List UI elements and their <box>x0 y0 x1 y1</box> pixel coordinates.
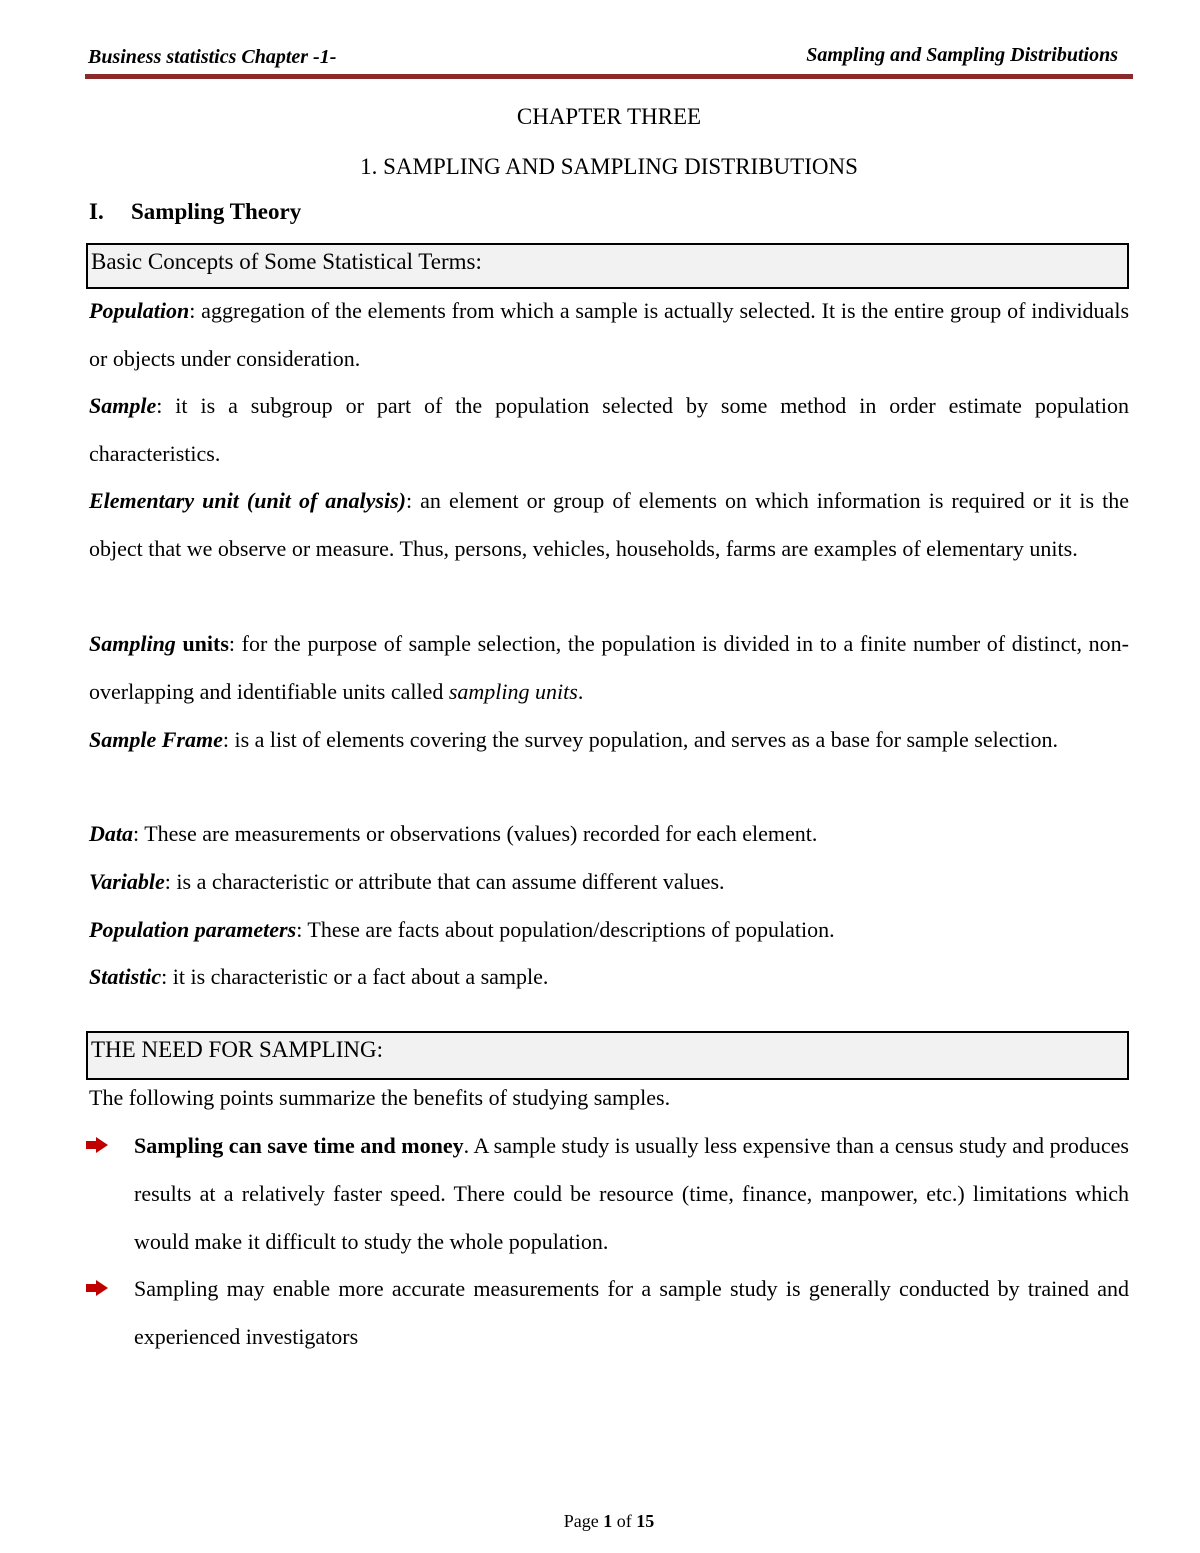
definition-text: : it is characteristic or a fact about a sample. <box>161 964 549 989</box>
definition-text: : is a list of elements covering the survey population, and serves as a base for sample selection. <box>222 727 1058 752</box>
definition-variable <box>89 858 1129 906</box>
concepts-box-label: Basic Concepts of Some Statistical Terms: <box>91 249 482 274</box>
footer-mid: of <box>612 1511 637 1531</box>
section-title: Sampling Theory <box>131 199 302 224</box>
definition-italic-phrase: sampling units <box>448 678 578 704</box>
definition-text: : for the purpose of sample selection, the population is divided in to a finite number of distinct, non-overlapping and identifiable units called <box>89 631 1129 704</box>
definition-statistic <box>89 953 1129 1001</box>
bullet-bold-lead: Sampling can save time and money <box>134 1133 464 1158</box>
header-right: Sampling and Sampling Distributions <box>806 44 1118 66</box>
concepts-box-heading <box>86 243 1129 289</box>
definition-population-parameters <box>89 906 1129 954</box>
footer-prefix: Page <box>563 1511 604 1531</box>
definition-sampling-units <box>89 620 1129 715</box>
arrow-shape <box>86 1280 108 1296</box>
section-number: I. <box>89 199 104 224</box>
definition-population <box>89 287 1129 382</box>
footer-total-pages: 15 <box>636 1511 655 1531</box>
definition-text: : is a characteristic or attribute that can assume different values. <box>164 869 725 894</box>
red-arrow-bullet-icon <box>86 1280 108 1296</box>
definition-term: Variable <box>89 869 165 894</box>
definition-term: Sample <box>89 393 157 418</box>
definition-term: Sample Frame <box>89 727 223 752</box>
bullet-item <box>134 1122 1129 1266</box>
definition-term: Sampling <box>89 631 176 656</box>
definition-tail: . <box>577 678 584 704</box>
bullet-item <box>134 1265 1129 1361</box>
need-for-sampling-label: THE NEED FOR SAMPLING: <box>91 1037 383 1062</box>
definition-text: : These are measurements or observations (values) recorded for each element. <box>133 821 818 846</box>
bullet-text: Sampling may enable more accurate measurements for a sample study is generally conducted by trained and experienced investigators <box>134 1276 1129 1349</box>
definition-term-suffix: units <box>175 631 229 656</box>
chapter-subtitle: 1. SAMPLING AND SAMPLING DISTRIBUTIONS <box>360 154 858 179</box>
definition-term: Data <box>89 821 133 846</box>
definition-text: : aggregation of the elements from which a sample is actually selected. It is the entire group of individuals or objects under consideration. <box>89 298 1129 371</box>
red-arrow-bullet-icon <box>86 1137 108 1153</box>
chapter-title: CHAPTER THREE <box>516 104 702 129</box>
definition-text: : These are facts about population/descriptions of population. <box>296 917 835 942</box>
header-rule <box>85 74 1133 79</box>
definition-term: Population parameters <box>89 917 297 942</box>
bullet-text: . A sample study is usually less expensive than a census study and produces results at a relatively faster speed. There could be resource (time, finance, manpower, etc.) limitations which would make it difficult to study the whole population. <box>134 1133 1129 1254</box>
benefits-intro: The following points summarize the benefits of studying samples. <box>89 1085 671 1110</box>
header-left: Business statistics Chapter -1- <box>88 46 337 68</box>
definition-text: : an element or group of elements on which information is required or it is the object that we observe or measure. Thus, persons, vehicles, households, farms are examples of elementary units. <box>89 488 1129 561</box>
definition-data <box>89 810 1129 858</box>
definition-elementary-unit <box>89 477 1129 572</box>
definition-term: Elementary unit (unit of analysis) <box>89 488 406 513</box>
page-footer <box>0 1511 1200 1532</box>
footer-page-number: 1 <box>603 1511 613 1531</box>
need-for-sampling-heading <box>86 1031 1129 1080</box>
definition-text: : it is a subgroup or part of the population selected by some method in order estimate population characteristics. <box>89 393 1129 466</box>
definition-sample <box>89 382 1129 477</box>
arrow-shape <box>86 1137 108 1153</box>
definition-term: Population <box>89 298 190 323</box>
definition-term: Statistic <box>89 964 162 989</box>
section-heading <box>89 199 301 225</box>
definition-sample-frame <box>89 716 1129 764</box>
